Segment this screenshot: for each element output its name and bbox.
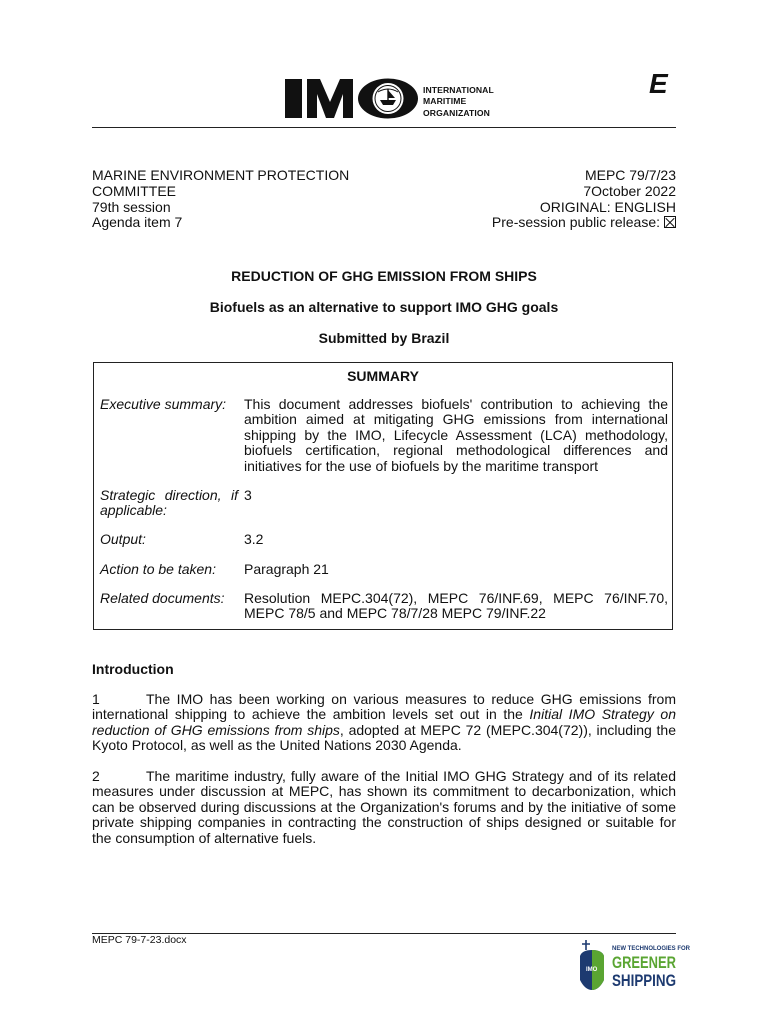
paragraph-1: 1 The IMO has been working on various measures to reduce GHG emissions from international shipping to achieve the ambition levels set out in the Initial IMO Strategy on reduction of GHG emissions from ships, adopted at MEPC 72 (MEPC.304(72)), including the Kyoto Protocol, as well as the United Nations 2030 Agenda. xyxy=(92,691,677,754)
document-title: REDUCTION OF GHG EMISSION FROM SHIPS xyxy=(231,268,537,284)
footer-filename: MEPC 79-7-23.docx xyxy=(92,934,187,946)
committee-info xyxy=(92,168,349,231)
document-number: MEPC 79/7/23 xyxy=(584,167,676,183)
summary-label-output: Output: xyxy=(100,531,146,547)
svg-text:SHIPPING: SHIPPING xyxy=(612,971,676,990)
svg-text:NEW TECHNOLOGIES FOR: NEW TECHNOLOGIES FOR xyxy=(612,946,690,952)
svg-text:IMO: IMO xyxy=(586,967,598,973)
organization-name: INTERNATIONAL MARITIME ORGANIZATION xyxy=(423,85,494,118)
document-subtitle: Biofuels as an alternative to support IMO GHG goals xyxy=(209,299,559,315)
greener-shipping-emblem xyxy=(577,936,690,992)
document-date: 7October 2022 xyxy=(583,182,676,199)
document-info xyxy=(492,168,676,231)
public-release-label: Pre-session public release: xyxy=(491,214,660,231)
language-indicator: E xyxy=(649,68,668,99)
summary-label-related: Related documents: xyxy=(100,590,225,606)
imo-logo-letters xyxy=(285,78,420,120)
committee-name-line2: COMMITTEE xyxy=(92,182,176,199)
session: 79th session xyxy=(92,198,171,215)
imo-logo xyxy=(285,72,525,126)
submitted-by: Submitted by Brazil xyxy=(318,330,450,346)
summary-label-executive: Executive summary: xyxy=(100,396,227,412)
summary-value-executive: This document addresses biofuels' contribution to achieving the ambition aimed at mitigating GHG emissions from international shipping by the IMO, Lifecycle Assessment (LCA) methodology, biofuels certification, regional methodological differences and initiatives for the use of biofuels by the maritime transport xyxy=(244,396,668,474)
summary-value-strategic: 3 xyxy=(244,487,252,503)
paragraph-2: 2 The maritime industry, fully aware of the Initial IMO GHG Strategy and of its related measures under discussion at MEPC, has shown its commitment to decarbonization, which can be observed during discussions at the Organization's forums and by the initiative of some private shipping companies in contracting the construction of ships designed or suitable for the consumption of alternative fuels. xyxy=(92,768,676,846)
header-divider xyxy=(92,127,676,128)
introduction-heading: Introduction xyxy=(92,661,174,677)
public-release xyxy=(492,215,676,231)
summary-value-action: Paragraph 21 xyxy=(244,561,329,577)
svg-text:GREENER: GREENER xyxy=(612,953,676,972)
original-language: ORIGINAL: ENGLISH xyxy=(539,198,676,215)
strategy-title: Initial IMO Strategy on reduction of GHG emissions from ships xyxy=(92,706,676,738)
committee-name-line1: MARINE ENVIRONMENT PROTECTION xyxy=(92,167,350,183)
summary-heading: SUMMARY xyxy=(347,368,419,384)
greener-shipping-logo xyxy=(577,936,690,992)
summary-table xyxy=(93,362,673,630)
summary-label-action: Action to be taken: xyxy=(100,561,216,577)
paragraph-1-number: 1 xyxy=(92,691,100,707)
agenda-item: Agenda item 7 xyxy=(92,214,183,231)
paragraph-2-number: 2 xyxy=(92,768,100,784)
release-checkbox xyxy=(664,216,676,228)
summary-value-output: 3.2 xyxy=(244,531,264,547)
summary-value-related: Resolution MEPC.304(72), MEPC 76/INF.69, MEPC 76/INF.70, MEPC 78/5 and MEPC 78/7/28 MEPC 79/INF.22 xyxy=(244,590,668,622)
summary-label-strategic: Strategic direction, if applicable: xyxy=(100,487,238,519)
